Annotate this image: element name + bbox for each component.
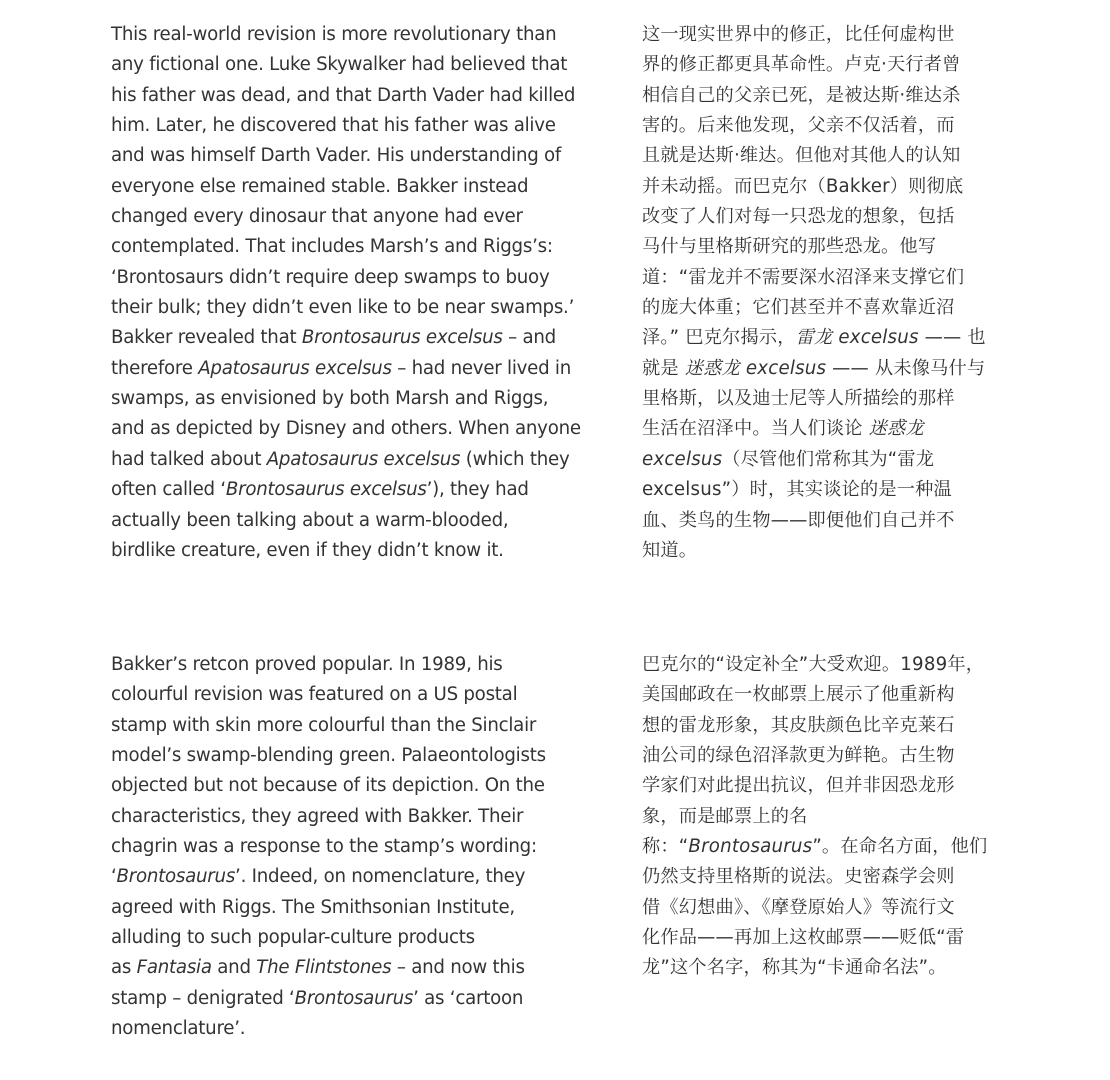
text-line: [642, 172, 1004, 202]
text-line: [642, 650, 1004, 680]
text-run: 道：“雷龙并不需要深水沼泽来支撑它们: [642, 266, 965, 288]
text-run: actually been talking about a warm-blooded,: [111, 509, 509, 531]
text-run: changed every dinosaur that anyone had ever: [111, 206, 523, 228]
text-run: nomenclature’.: [111, 1018, 246, 1040]
text-run: 借《幻想曲》、《摩登原始人》等流行文: [642, 896, 955, 918]
text-run: and as depicted by Disney and others. When anyone: [111, 418, 581, 440]
text-run: 泽。” 巴克尔揭示，: [642, 327, 796, 349]
text-run: their bulk; they didn’t even like to be near swamps.’: [111, 297, 575, 319]
text-run: 里格斯，以及迪士尼等人所描绘的那样: [642, 388, 955, 410]
italic-term: 迷惑龙 excelsus: [684, 357, 827, 379]
text-line: [111, 984, 581, 1014]
text-run: – and now this: [391, 957, 525, 979]
text-run: ’. Indeed, on nomenclature, they: [235, 866, 526, 888]
text-run: 美国邮政在一枚邮票上展示了他重新构: [642, 684, 955, 706]
text-line: [111, 771, 581, 801]
text-run: 就是: [642, 357, 685, 379]
text-line: [642, 232, 1004, 262]
text-run: 想的雷龙形象，其皮肤颜色比辛克莱石: [642, 714, 955, 736]
text-run: therefore: [111, 357, 199, 379]
text-run: as: [111, 957, 137, 979]
text-run: contemplated. That includes Marsh’s and Riggs’s:: [111, 236, 553, 258]
text-line: [642, 414, 1004, 444]
text-line: [111, 50, 581, 80]
text-run: him. Later, he discovered that his father was alive: [111, 115, 556, 137]
text-run: 油公司的绿色沼泽款更为鲜艳。古生物: [642, 745, 955, 767]
text-line: [111, 923, 581, 953]
text-line: [642, 802, 1004, 832]
text-run: 相信自己的父亲已死，是被达斯·维达杀: [642, 84, 961, 106]
text-line: [111, 323, 581, 353]
text-line: [111, 475, 581, 505]
italic-term: Apatosaurus excelsus: [198, 357, 392, 379]
text-line: [642, 384, 1004, 414]
text-line: [111, 293, 581, 323]
text-run: and: [211, 957, 257, 979]
text-run: 仍然支持里格斯的说法。史密森学会则: [642, 866, 955, 888]
text-run: often called ‘: [111, 479, 226, 501]
text-line: [111, 953, 581, 983]
text-run: 生活在沼泽中。当人们谈论: [642, 418, 869, 440]
text-line: [111, 650, 581, 680]
text-run: 改变了人们对每一只恐龙的想象，包括: [642, 206, 955, 228]
text-run: ’), they had: [426, 479, 529, 501]
text-line: [642, 81, 1004, 111]
text-line: [111, 81, 581, 111]
text-run: any fictional one. Luke Skywalker had believed that: [111, 54, 568, 76]
text-line: [642, 50, 1004, 80]
text-line: [642, 711, 1004, 741]
text-run: alluding to such popular-culture products: [111, 927, 475, 949]
text-line: [642, 741, 1004, 771]
text-line: [111, 354, 581, 384]
text-line: [111, 893, 581, 923]
text-line: [642, 923, 1004, 953]
text-line: [642, 20, 1004, 50]
text-line: [111, 711, 581, 741]
text-run: 界的修正都更具革命性。卢克·天行者曾: [642, 54, 961, 76]
text-line: [642, 293, 1004, 323]
text-run: his father was dead, and that Darth Vader had killed: [111, 84, 576, 106]
text-run: – had never lived in: [391, 357, 571, 379]
paragraph-chinese-2: [642, 650, 1004, 984]
text-run: (which they: [460, 448, 570, 470]
text-run: 学家们对此提出抗议，但并非因恐龙形: [642, 775, 955, 797]
text-line: [642, 771, 1004, 801]
text-run: —— 从未像马什与: [826, 357, 986, 379]
text-run: —— 也: [918, 327, 986, 349]
text-run: 龙”这个名字，称其为“卡通命名法”。: [642, 957, 947, 979]
text-run: ”。在命名方面，他们: [812, 836, 988, 858]
text-run: 象，而是邮票上的名: [642, 805, 808, 827]
italic-term: The Flintstones: [256, 957, 392, 979]
italic-term: Brontosaurus: [688, 836, 813, 858]
text-line: [111, 20, 581, 50]
paragraph-english-1: [111, 20, 581, 566]
text-line: [642, 111, 1004, 141]
italic-term: Brontosaurus: [294, 987, 414, 1009]
text-line: [642, 680, 1004, 710]
text-line: [111, 536, 581, 566]
text-run: 的庞大体重；它们甚至并不喜欢靠近沼: [642, 297, 955, 319]
text-line: [111, 802, 581, 832]
text-run: swamps, as envisioned by both Marsh and Riggs,: [111, 388, 549, 410]
text-run: 这一现实世界中的修正，比任何虚构世: [642, 24, 955, 45]
italic-term: excelsus: [642, 448, 723, 470]
text-line: [642, 445, 1004, 475]
text-run: This real-world revision is more revolutionary than: [111, 24, 557, 45]
text-line: [642, 536, 1004, 566]
text-run: objected but not because of its depiction. On the: [111, 775, 545, 797]
text-run: 称：“: [642, 836, 689, 858]
text-line: [111, 263, 581, 293]
text-run: 血、类鸟的生物——即便他们自己并不: [642, 509, 955, 531]
text-line: [111, 111, 581, 141]
italic-term: Brontosaurus excelsus: [301, 327, 503, 349]
text-run: 知道。: [642, 539, 698, 561]
text-run: ‘Brontosaurs didn’t require deep swamps to buoy: [111, 266, 550, 288]
text-line: [111, 862, 581, 892]
text-run: chagrin was a response to the stamp’s wording:: [111, 836, 537, 858]
text-run: stamp – denigrated ‘: [111, 987, 295, 1009]
text-run: 害的。后来他发现，父亲不仅活着，而: [642, 115, 955, 137]
text-line: [642, 354, 1004, 384]
text-run: characteristics, they agreed with Bakker. Their: [111, 805, 524, 827]
text-line: [642, 202, 1004, 232]
text-run: had talked about: [111, 448, 267, 470]
text-line: [642, 832, 1004, 862]
text-line: [111, 202, 581, 232]
text-run: Bakker’s retcon proved popular. In 1989, his: [111, 654, 503, 675]
text-line: [111, 1014, 581, 1044]
text-line: [642, 323, 1004, 353]
text-run: ’ as ‘cartoon: [413, 987, 524, 1009]
text-line: [642, 862, 1004, 892]
text-run: （尽管他们常称其为“雷龙: [722, 448, 935, 470]
text-line: [111, 832, 581, 862]
italic-term: 迷惑龙: [868, 418, 924, 440]
text-line: [642, 506, 1004, 536]
text-run: – and: [502, 327, 556, 349]
text-run: 化作品——再加上这枚邮票——贬低“雷: [642, 927, 965, 949]
text-run: everyone else remained stable. Bakker instead: [111, 175, 529, 197]
text-run: birdlike creature, even if they didn’t know it.: [111, 539, 504, 561]
text-run: stamp with skin more colourful than the Sinclair: [111, 714, 537, 736]
text-run: 马什与里格斯研究的那些恐龙。他写: [642, 236, 937, 258]
text-line: [111, 172, 581, 202]
text-run: 并未动摇。而巴克尔（Bakker）则彻底: [642, 175, 964, 197]
text-line: [642, 953, 1004, 983]
italic-term: Apatosaurus excelsus: [266, 448, 461, 470]
text-line: [111, 741, 581, 771]
italic-term: 雷龙 excelsus: [795, 327, 919, 349]
italic-term: Brontosaurus: [116, 866, 236, 888]
text-line: [111, 506, 581, 536]
text-run: and was himself Darth Vader. His understanding of: [111, 145, 562, 167]
text-line: [111, 445, 581, 475]
text-line: [642, 893, 1004, 923]
text-line: [642, 141, 1004, 171]
text-run: ‘: [111, 866, 117, 888]
italic-term: Brontosaurus excelsus: [225, 479, 427, 501]
text-line: [111, 384, 581, 414]
text-run: excelsus”）时，其实谈论的是一种温: [642, 479, 952, 501]
text-line: [111, 414, 581, 444]
italic-term: Fantasia: [136, 957, 212, 979]
paragraph-english-2: [111, 650, 581, 1044]
text-run: 巴克尔的“设定补全”大受欢迎。1989年，: [642, 654, 985, 675]
text-line: [111, 141, 581, 171]
text-run: agreed with Riggs. The Smithsonian Institute,: [111, 896, 515, 918]
text-run: model’s swamp-blending green. Palaeontologists: [111, 745, 546, 767]
text-run: colourful revision was featured on a US postal: [111, 684, 518, 706]
paragraph-chinese-1: [642, 20, 1004, 566]
text-line: [642, 263, 1004, 293]
text-line: [111, 680, 581, 710]
text-line: [111, 232, 581, 262]
text-run: 且就是达斯·维达。但他对其他人的认知: [642, 145, 961, 167]
text-line: [642, 475, 1004, 505]
text-run: Bakker revealed that: [111, 327, 302, 349]
